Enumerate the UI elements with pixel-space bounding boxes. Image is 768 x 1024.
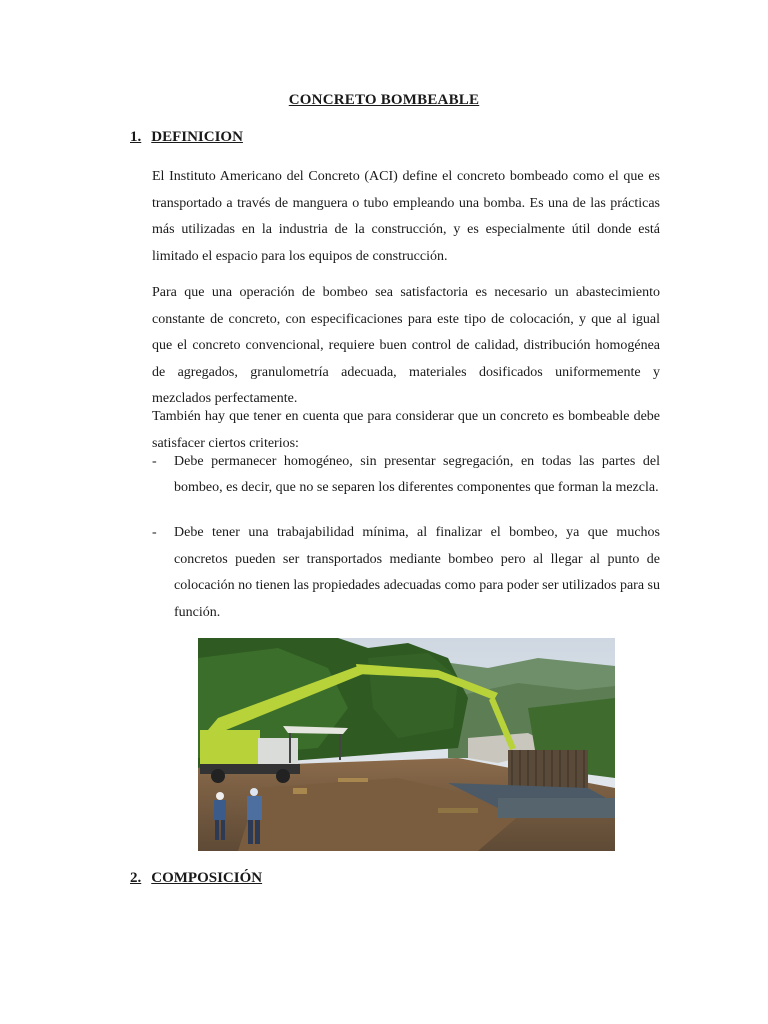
paragraph-criterios: También hay que tener en cuenta que para considerar que un concreto es bombeable debe satisfacer ciertos criterios: <box>152 409 660 451</box>
construction-photo <box>198 638 615 851</box>
concrete-pump-photo-illustration <box>198 638 615 851</box>
section-title: DEFINICION <box>151 129 243 145</box>
bullet-text: Debe tener una trabajabilidad mínima, al finalizar el bombeo, ya que muchos concretos pueden ser transportados mediante bombeo pero al llegar al punto de colocación no tienen las propiedades adecuadas como para poder ser utilizados para su función. <box>174 525 660 620</box>
section-number: 1. <box>130 129 142 145</box>
section-heading-composicion <box>130 870 262 887</box>
paragraph-bombeo: Para que una operación de bombeo sea satisfactoria es necesario un abastecimiento constante de concreto, con especificaciones para este tipo de colocación, y que al igual que el concreto convencional, requiere buen control de calidad, distribución homogénea de agregados, granulometría adecuada, materiales dosificados uniformemente y mezclados perfectamente. <box>152 285 660 406</box>
section-heading-definicion <box>130 129 243 146</box>
bullet-marker: - <box>152 525 157 540</box>
section-number: 2. <box>130 870 142 886</box>
document-title: CONCRETO BOMBEABLE <box>288 92 480 108</box>
bullet-text: Debe permanecer homogéneo, sin presentar segregación, en todas las partes del bombeo, es decir, que no se separen los diferentes componentes que forman la mezcla. <box>174 454 660 495</box>
paragraph-definition: El Instituto Americano del Concreto (ACI) define el concreto bombeado como el que es transportado a través de manguera o tubo empleando una bomba. Es una de las prácticas más utilizadas en la industria de la construcción, y es especialmente útil donde está limitado el espacio para los equipos de construcción. <box>152 169 660 264</box>
section-title: COMPOSICIÓN <box>151 870 263 886</box>
bullet-marker: - <box>152 454 157 469</box>
